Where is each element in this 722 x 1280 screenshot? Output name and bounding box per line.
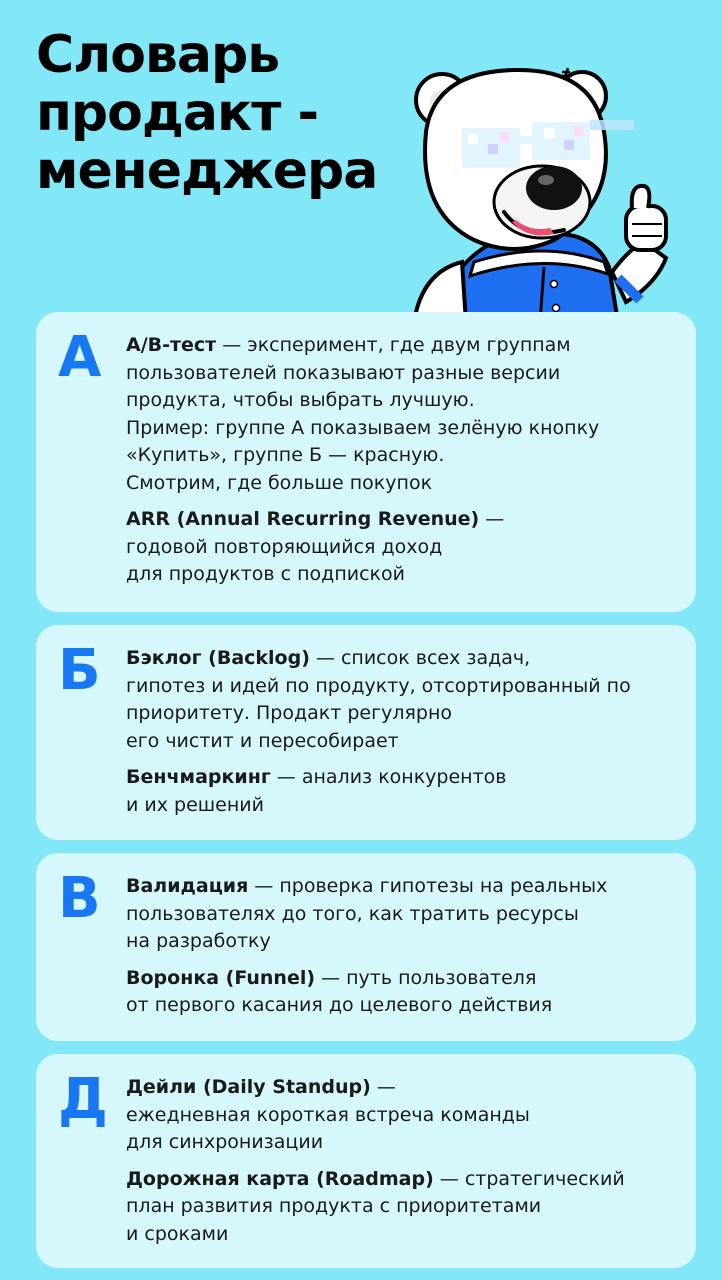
entry-text: план развития продукта с приоритетами xyxy=(126,1195,542,1217)
entry-term: Валидация xyxy=(126,875,249,897)
glossary-entry-daily xyxy=(126,1074,680,1157)
entry-text: — xyxy=(370,1076,396,1098)
entry-term: ARR (Annual Recurring Revenue) xyxy=(126,508,480,530)
entry-text: пользователях до того, как тратить ресурсы xyxy=(126,902,579,925)
entry-text: годовой повторяющийся доход xyxy=(126,535,443,558)
entry-text: его чистит и пересобирает xyxy=(126,729,399,752)
entry-text: пользователей показывают разные версии xyxy=(126,361,561,384)
entry-text: продукта, чтобы выбрать лучшую. xyxy=(126,389,475,411)
entry-text: на разработку xyxy=(126,930,271,952)
entry-text: и сроками xyxy=(126,1222,229,1245)
page-title xyxy=(36,26,377,200)
section-card-v xyxy=(36,853,696,1041)
entry-term: A/B-тест xyxy=(126,334,217,356)
entry-text: — анализ конкурентов xyxy=(270,766,507,788)
entry-text: Пример: группе А показываем зелёную кнопку xyxy=(126,416,600,439)
section-letter: В xyxy=(58,866,101,931)
title-line: продакт - xyxy=(36,83,319,143)
bear-mascot-illustration xyxy=(404,62,684,322)
entry-text: — эксперимент, где двум группам xyxy=(216,334,571,356)
entry-term: Бенчмаркинг xyxy=(126,766,271,788)
section-letter: Д xyxy=(58,1067,108,1132)
entry-text: — список всех задач, xyxy=(309,647,531,669)
entry-text: для продуктов с подпиской xyxy=(126,563,405,585)
glossary-entry-backlog xyxy=(126,645,680,755)
section-letter: А xyxy=(58,325,102,390)
entry-text: приоритету. Продакт регулярно xyxy=(126,702,453,724)
title-line: менеджера xyxy=(36,141,378,201)
entry-text: — xyxy=(479,508,505,530)
entry-term: Воронка (Funnel) xyxy=(126,966,316,989)
entry-text: Смотрим, где больше покупок xyxy=(126,471,433,494)
glossary-entry-roadmap xyxy=(126,1166,680,1249)
glossary-entry-arr xyxy=(126,506,680,589)
glossary-entry-ab-test xyxy=(126,332,680,497)
entry-text: от первого касания до целевого действия xyxy=(126,994,553,1016)
section-card-d xyxy=(36,1054,696,1268)
entry-text: — путь пользователя xyxy=(315,966,537,989)
title-line: Словарь xyxy=(36,25,280,85)
glossary-entry-funnel xyxy=(126,965,680,1020)
entry-text: и их решений xyxy=(126,793,264,816)
entry-term: Дорожная карта (Roadmap) xyxy=(126,1167,434,1190)
entry-term: Дейли (Daily Standup) xyxy=(126,1076,371,1098)
section-card-a xyxy=(36,312,696,612)
entry-text: ежедневная короткая встреча команды xyxy=(126,1103,530,1126)
section-card-b xyxy=(36,625,696,840)
section-letter: Б xyxy=(58,638,101,703)
entry-text: гипотез и идей по продукту, отсортированный по xyxy=(126,674,631,697)
entry-text: «Купить», группе Б — красную. xyxy=(126,444,445,466)
entry-term: Бэклог (Backlog) xyxy=(126,647,310,669)
entry-text: для синхронизации xyxy=(126,1131,324,1153)
entry-text: — проверка гипотезы на реальных xyxy=(248,875,608,897)
glossary-entry-benchmarking xyxy=(126,764,680,819)
entry-text: — стратегический xyxy=(433,1167,625,1190)
glossary-entry-validation xyxy=(126,873,680,956)
